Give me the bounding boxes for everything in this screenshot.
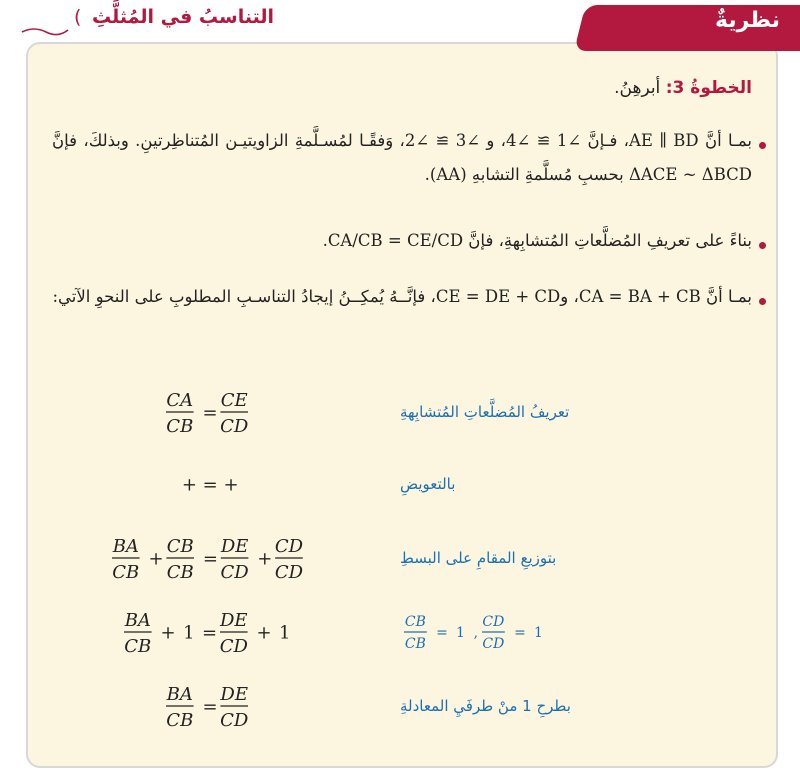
fraction-denominator: CB (166, 561, 194, 583)
fraction-numerator: CA (166, 390, 194, 411)
equation-operator: = (436, 624, 448, 641)
fraction-denominator: CD (220, 635, 249, 657)
fraction-numerator: DE (220, 536, 248, 558)
bullet-2 (759, 242, 766, 249)
proof-reason: تعريفُ المُضلَّعاتِ المُتشابِهةِ (400, 403, 570, 421)
equation-operator: + (148, 548, 164, 570)
equation-operator: = (202, 548, 218, 570)
proof-equation (60, 454, 360, 514)
step-heading (614, 78, 752, 98)
bullet-3 (759, 298, 766, 305)
paragraph-3: بمـا أنَّ CA = BA + CB، وCE = DE + CD، فإنَّــهُ يُمكِــنُ إيجادُ التناسـبِ المطلوبِ على النحوِ الآتي: (52, 287, 752, 306)
proof-row (60, 382, 700, 442)
fraction-denominator: CB (124, 635, 152, 657)
proof-reason: بتوزيعِ المقامِ على البسطِ (400, 549, 557, 567)
proof-equation (60, 382, 360, 442)
proof-row (60, 528, 700, 588)
equation-operator: = (202, 622, 218, 644)
equation-number: 1 (279, 622, 291, 644)
proof-row (60, 602, 700, 662)
fraction-numerator: CD (274, 536, 303, 558)
equation-number: 1 (533, 624, 543, 641)
paragraph-1: بمـا أنَّ AE ∥ BD، فـإنَّ ∠1 ≅ ∠4، و ∠3 ≅ ∠2، وَفقًـا لمُسـلَّمةِ الزاويتيـن المُتناظِرتينِ. وبذلكَ، فإنَّ ΔACE ~ ΔBCD بحسبِ مُسلَّمةِ التشابهِ (AA). (52, 131, 753, 184)
proof-reason-fractions (400, 602, 700, 662)
fraction-denominator: CB (404, 635, 426, 652)
bullet-1 (759, 142, 766, 149)
theorem-tab-label: نظريةٌ (715, 8, 780, 33)
step-label: الخطوةُ 3: (665, 78, 752, 98)
fraction-denominator: CB (166, 710, 194, 731)
fraction-numerator: CE (220, 390, 248, 411)
fraction-denominator: CD (482, 635, 505, 652)
fraction-numerator: BA (125, 610, 152, 632)
header-title: التناسبُ في المُثلَّثِ (92, 6, 274, 28)
header-flourish-decoration (20, 24, 70, 38)
proof-row (60, 454, 700, 514)
fraction-numerator: BA (112, 536, 139, 558)
equation-operator: = (202, 696, 218, 718)
fraction-numerator: CB (166, 536, 194, 558)
proof-reason: بالتعويضِ (400, 475, 456, 493)
equation-operator: = (202, 474, 218, 496)
step-text: أبرهِنُ. (614, 78, 661, 98)
fraction-numerator: DE (220, 610, 248, 632)
fraction-numerator: CD (482, 614, 505, 631)
equation-operator: + (256, 622, 272, 644)
proof-equation (60, 528, 360, 588)
proof-reason: بطرحِ 1 منْ طرفَيِ المعادلةِ (400, 697, 571, 715)
fraction-denominator: CD (220, 710, 249, 731)
fraction-denominator: CB (166, 416, 194, 437)
equation-operator: = (202, 402, 218, 424)
equation-operator: + (160, 622, 176, 644)
equation-operator: = (514, 624, 526, 641)
equation-operator: , (473, 624, 479, 641)
proof-equation (60, 676, 360, 736)
fraction-numerator: CB (404, 614, 426, 631)
proof-row (60, 676, 700, 736)
fraction-numerator: DE (220, 684, 248, 705)
fraction-numerator: BA (166, 684, 193, 705)
proof-equation (60, 602, 360, 662)
fraction-denominator: CD (220, 416, 249, 437)
fraction-denominator: CD (274, 561, 303, 583)
equation-operator: + (181, 474, 197, 496)
equation-operator: + (256, 548, 272, 570)
fraction-denominator: CD (220, 561, 249, 583)
equation-operator: + (223, 474, 239, 496)
equation-number: 1 (455, 624, 465, 641)
header-paren: ( (74, 6, 82, 28)
fraction-denominator: CB (111, 561, 139, 583)
equation-number: 1 (183, 622, 195, 644)
paragraph-2: بناءً على تعريفِ المُضلَّعاتِ المُتشابِهةِ، فإنَّ CA/CB = CE/CD. (322, 231, 752, 250)
